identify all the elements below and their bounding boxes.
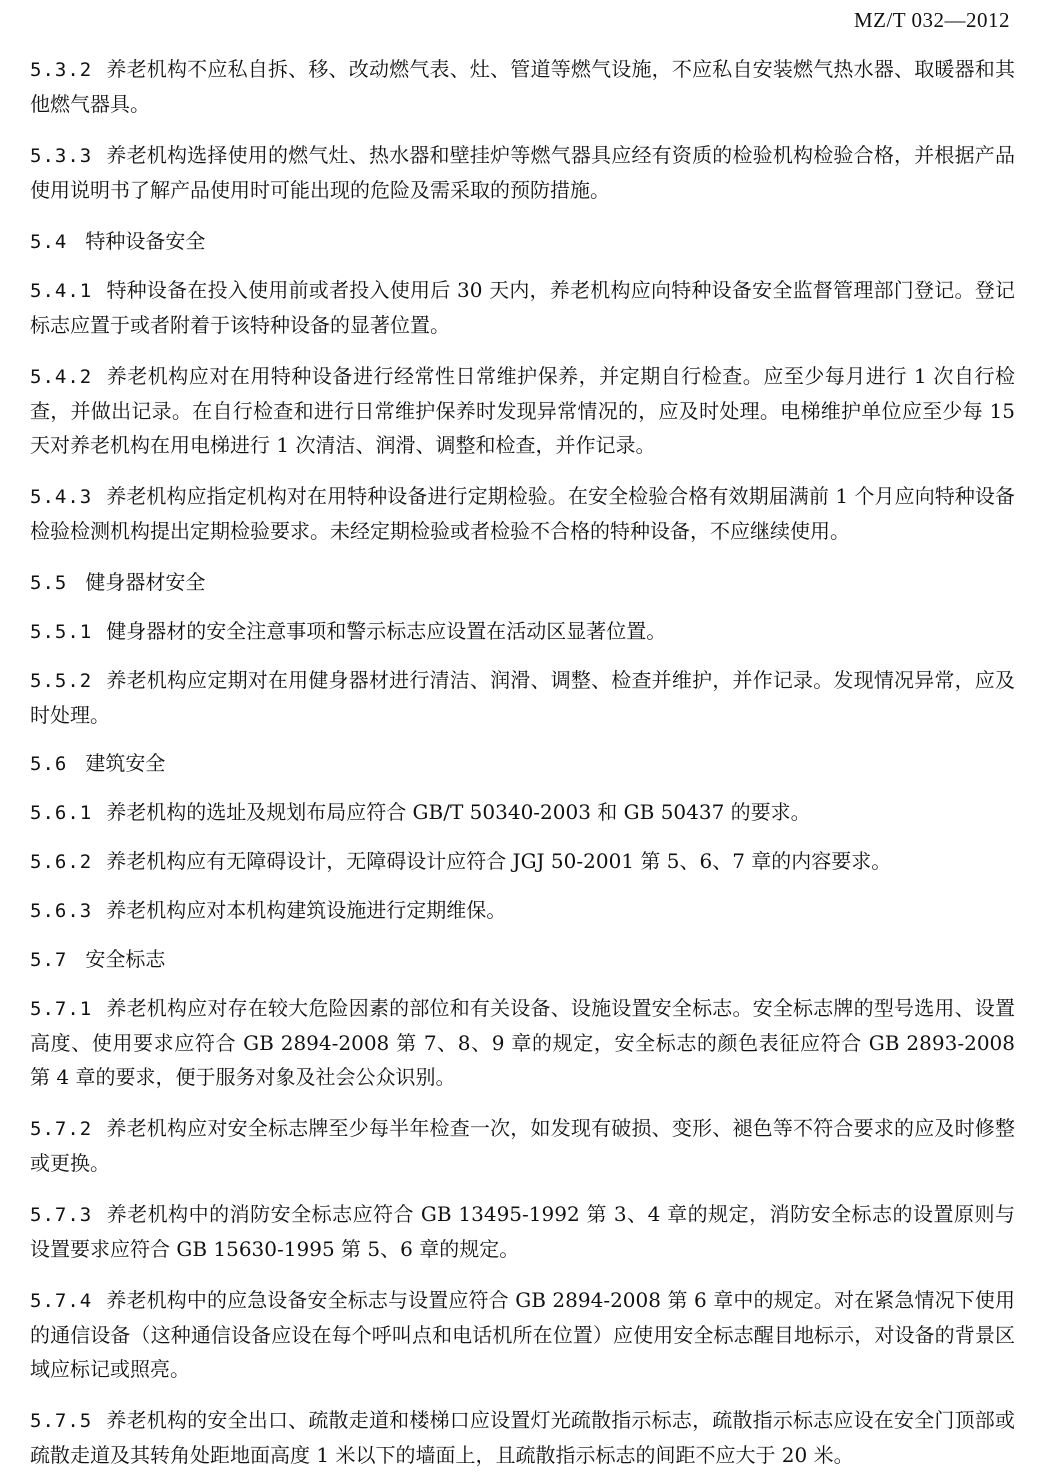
clause-paragraph xyxy=(30,138,1015,207)
clause-number: 5.7.1 xyxy=(30,998,93,1020)
clause-paragraph xyxy=(30,663,1015,732)
clause-text: 养老机构应对在用特种设备进行经常性日常维护保养，并定期自行检查。应至少每月进行 1 次自行检查，并做出记录。在自行检查和进行日常维护保养时发现异常情况的，应及时处理。电梯维护单位应至少每 15 天对养老机构在用电梯进行 1 次清洁、润滑、调整和检查，并作记录。 xyxy=(30,364,1015,457)
clause-number: 5.7.3 xyxy=(30,1204,93,1226)
clause-number: 5.4.3 xyxy=(30,486,93,508)
section-title: 安全标志 xyxy=(85,947,166,971)
clause-paragraph xyxy=(30,359,1015,462)
clause-number: 5.6.3 xyxy=(30,900,93,922)
clause-text: 养老机构应对存在较大危险因素的部位和有关设备、设施设置安全标志。安全标志牌的型号选用、设置高度、使用要求应符合 GB 2894-2008 第 7、8、9 章的规定，安全标志的颜色表征应符合 GB 2893-2008 第 4 章的要求，便于服务对象及社会公众识别。 xyxy=(30,996,1015,1089)
clause-number: 5.4 xyxy=(30,231,68,253)
section-title: 健身器材安全 xyxy=(85,570,206,594)
clause-text: 养老机构的安全出口、疏散走道和楼梯口应设置灯光疏散指示标志，疏散指示标志应设在安全门顶部或疏散走道及其转角处距地面高度 1 米以下的墙面上，且疏散指示标志的间距不应大于 20 米。 xyxy=(30,1408,1015,1467)
clause-text: 养老机构应定期对在用健身器材进行清洁、润滑、调整、检查并维护，并作记录。发现情况异常，应及时处理。 xyxy=(30,668,1015,727)
clause-text: 养老机构应指定机构对在用特种设备进行定期检验。在安全检验合格有效期届满前 1 个月应向特种设备检验检测机构提出定期检验要求。未经定期检验或者检验不合格的特种设备，不应继续使用。 xyxy=(30,484,1015,543)
section-title: 特种设备安全 xyxy=(85,229,206,253)
clause-paragraph xyxy=(30,893,1015,928)
clause-number: 5.4.2 xyxy=(30,366,93,388)
clause-text: 养老机构不应私自拆、移、改动燃气表、灶、管道等燃气设施，不应私自安装燃气热水器、取暖器和其他燃气器具。 xyxy=(30,57,1015,116)
clause-number: 5.5.1 xyxy=(30,621,93,643)
clause-number: 5.4.1 xyxy=(30,280,93,302)
clause-text: 养老机构应对安全标志牌至少每半年检查一次，如发现有破损、变形、褪色等不符合要求的应及时修整或更换。 xyxy=(30,1116,1015,1175)
clause-number: 5.7 xyxy=(30,949,68,971)
clause-paragraph xyxy=(30,991,1015,1094)
clause-number: 5.7.5 xyxy=(30,1410,93,1432)
clause-paragraph xyxy=(30,1403,1015,1472)
clause-text: 养老机构应对本机构建筑设施进行定期维保。 xyxy=(106,898,507,922)
clauses-body xyxy=(30,52,1015,1472)
clause-paragraph xyxy=(30,52,1015,121)
clause-number: 5.7.4 xyxy=(30,1290,93,1312)
clause-number: 5.5.2 xyxy=(30,670,93,692)
clause-number: 5.3.3 xyxy=(30,145,93,167)
clause-paragraph xyxy=(30,479,1015,548)
clause-paragraph xyxy=(30,614,1015,649)
clause-text: 养老机构中的应急设备安全标志与设置应符合 GB 2894-2008 第 6 章中的规定。对在紧急情况下使用的通信设备（这种通信设备应设在每个呼叫点和电话机所在位置）应使用安全标志醒目地标示，对设备的背景区域应标记或照亮。 xyxy=(30,1288,1015,1381)
clause-number: 5.6 xyxy=(30,753,68,775)
clause-number: 5.5 xyxy=(30,572,68,594)
clause-text: 养老机构应有无障碍设计，无障碍设计应符合 JGJ 50-2001 第 5、6、7 章的内容要求。 xyxy=(106,849,892,873)
clause-number: 5.7.2 xyxy=(30,1118,93,1140)
clause-paragraph xyxy=(30,795,1015,830)
clause-paragraph xyxy=(30,844,1015,879)
section-title: 建筑安全 xyxy=(85,751,166,775)
section-heading xyxy=(30,565,1015,600)
standard-code: MZ/T 032—2012 xyxy=(853,8,1010,32)
clause-paragraph xyxy=(30,1111,1015,1180)
clause-number: 5.3.2 xyxy=(30,59,93,81)
section-heading xyxy=(30,746,1015,781)
clause-text: 健身器材的安全注意事项和警示标志应设置在活动区显著位置。 xyxy=(106,619,667,643)
clause-number: 5.6.2 xyxy=(30,851,93,873)
section-heading xyxy=(30,942,1015,977)
section-heading xyxy=(30,224,1015,259)
clause-text: 养老机构中的消防安全标志应符合 GB 13495-1992 第 3、4 章的规定，消防安全标志的设置原则与设置要求应符合 GB 15630-1995 第 5、6 章的规定。 xyxy=(30,1202,1015,1261)
clause-text: 养老机构选择使用的燃气灶、热水器和壁挂炉等燃气器具应经有资质的检验机构检验合格，并根据产品使用说明书了解产品使用时可能出现的危险及需采取的预防措施。 xyxy=(30,143,1015,202)
clause-text: 特种设备在投入使用前或者投入使用后 30 天内，养老机构应向特种设备安全监督管理部门登记。登记标志应置于或者附着于该特种设备的显著位置。 xyxy=(30,278,1015,337)
clause-paragraph xyxy=(30,1197,1015,1266)
clause-number: 5.6.1 xyxy=(30,802,93,824)
clause-paragraph xyxy=(30,1283,1015,1386)
clause-text: 养老机构的选址及规划布局应符合 GB/T 50340-2003 和 GB 50437 的要求。 xyxy=(106,800,811,824)
clause-paragraph xyxy=(30,273,1015,342)
